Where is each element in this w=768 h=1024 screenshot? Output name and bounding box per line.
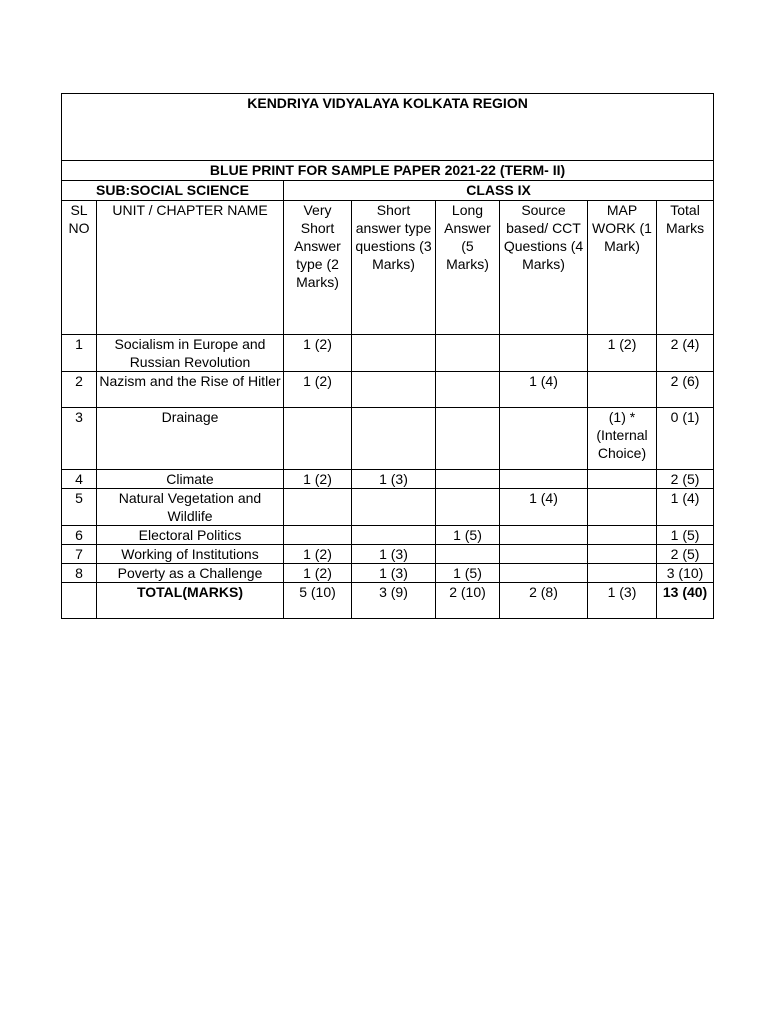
row-vsa: 1 (2) <box>284 564 352 583</box>
row-sl: 6 <box>62 526 97 545</box>
row-la <box>436 335 500 372</box>
header-short: Short answer type questions (3 Marks) <box>352 201 436 335</box>
row-name: Electoral Politics <box>97 526 284 545</box>
table-row <box>62 526 714 545</box>
totals-map: 1 (3) <box>588 583 657 619</box>
row-src <box>500 335 588 372</box>
row-map: (1) * (Internal Choice) <box>588 408 657 470</box>
row-total: 2 (4) <box>657 335 714 372</box>
row-total: 1 (5) <box>657 526 714 545</box>
row-sa <box>352 489 436 526</box>
blueprint-table <box>61 93 714 619</box>
class-label: CLASS IX <box>284 181 714 201</box>
row-map <box>588 470 657 489</box>
row-total: 1 (4) <box>657 489 714 526</box>
row-map <box>588 372 657 408</box>
row-name: Natural Vegetation and Wildlife <box>97 489 284 526</box>
totals-la: 2 (10) <box>436 583 500 619</box>
row-vsa: 1 (2) <box>284 545 352 564</box>
table-row <box>62 564 714 583</box>
row-vsa: 1 (2) <box>284 335 352 372</box>
row-vsa: 1 (2) <box>284 372 352 408</box>
totals-row <box>62 583 714 619</box>
row-sa <box>352 526 436 545</box>
row-vsa <box>284 526 352 545</box>
row-la: 1 (5) <box>436 564 500 583</box>
row-total: 3 (10) <box>657 564 714 583</box>
row-sl: 8 <box>62 564 97 583</box>
row-map: 1 (2) <box>588 335 657 372</box>
table-row <box>62 470 714 489</box>
header-very-short: Very Short Answer type (2 Marks) <box>284 201 352 335</box>
row-name: Climate <box>97 470 284 489</box>
row-vsa <box>284 408 352 470</box>
row-src: 1 (4) <box>500 489 588 526</box>
row-src: 1 (4) <box>500 372 588 408</box>
table-row <box>62 489 714 526</box>
row-vsa: 1 (2) <box>284 470 352 489</box>
row-src <box>500 408 588 470</box>
row-src <box>500 545 588 564</box>
row-sa <box>352 372 436 408</box>
table-row <box>62 408 714 470</box>
row-map <box>588 564 657 583</box>
header-long: Long Answer (5 Marks) <box>436 201 500 335</box>
row-sl: 2 <box>62 372 97 408</box>
table-row <box>62 372 714 408</box>
row-name: Drainage <box>97 408 284 470</box>
row-sa <box>352 408 436 470</box>
row-sl: 7 <box>62 545 97 564</box>
row-total: 0 (1) <box>657 408 714 470</box>
document-title: KENDRIYA VIDYALAYA KOLKATA REGION <box>62 94 714 161</box>
totals-src: 2 (8) <box>500 583 588 619</box>
row-sa: 1 (3) <box>352 470 436 489</box>
row-la <box>436 545 500 564</box>
totals-sl-empty <box>62 583 97 619</box>
row-sl: 1 <box>62 335 97 372</box>
totals-grand-total: 13 (40) <box>657 583 714 619</box>
header-unit: UNIT / CHAPTER NAME <box>97 201 284 335</box>
totals-sa: 3 (9) <box>352 583 436 619</box>
subject-label: SUB:SOCIAL SCIENCE <box>62 181 284 201</box>
row-map <box>588 526 657 545</box>
row-name: Nazism and the Rise of Hitler <box>97 372 284 408</box>
row-sl: 3 <box>62 408 97 470</box>
row-map <box>588 489 657 526</box>
row-total: 2 (5) <box>657 545 714 564</box>
row-la <box>436 372 500 408</box>
row-total: 2 (6) <box>657 372 714 408</box>
row-name: Socialism in Europe and Russian Revolution <box>97 335 284 372</box>
header-row <box>62 201 714 335</box>
row-name: Working of Institutions <box>97 545 284 564</box>
header-total: Total Marks <box>657 201 714 335</box>
row-total: 2 (5) <box>657 470 714 489</box>
row-name: Poverty as a Challenge <box>97 564 284 583</box>
row-la <box>436 470 500 489</box>
table-row <box>62 335 714 372</box>
header-sl-no: SL NO <box>62 201 97 335</box>
row-la <box>436 408 500 470</box>
row-sl: 5 <box>62 489 97 526</box>
row-sa <box>352 335 436 372</box>
row-la <box>436 489 500 526</box>
row-sl: 4 <box>62 470 97 489</box>
header-source: Source based/ CCT Questions (4 Marks) <box>500 201 588 335</box>
totals-vsa: 5 (10) <box>284 583 352 619</box>
document-subtitle: BLUE PRINT FOR SAMPLE PAPER 2021-22 (TERM- II) <box>62 161 714 181</box>
header-map: MAP WORK (1 Mark) <box>588 201 657 335</box>
row-map <box>588 545 657 564</box>
row-sa: 1 (3) <box>352 564 436 583</box>
row-src <box>500 526 588 545</box>
table-row <box>62 545 714 564</box>
row-src <box>500 564 588 583</box>
row-la: 1 (5) <box>436 526 500 545</box>
totals-label: TOTAL(MARKS) <box>97 583 284 619</box>
row-src <box>500 470 588 489</box>
row-sa: 1 (3) <box>352 545 436 564</box>
row-vsa <box>284 489 352 526</box>
